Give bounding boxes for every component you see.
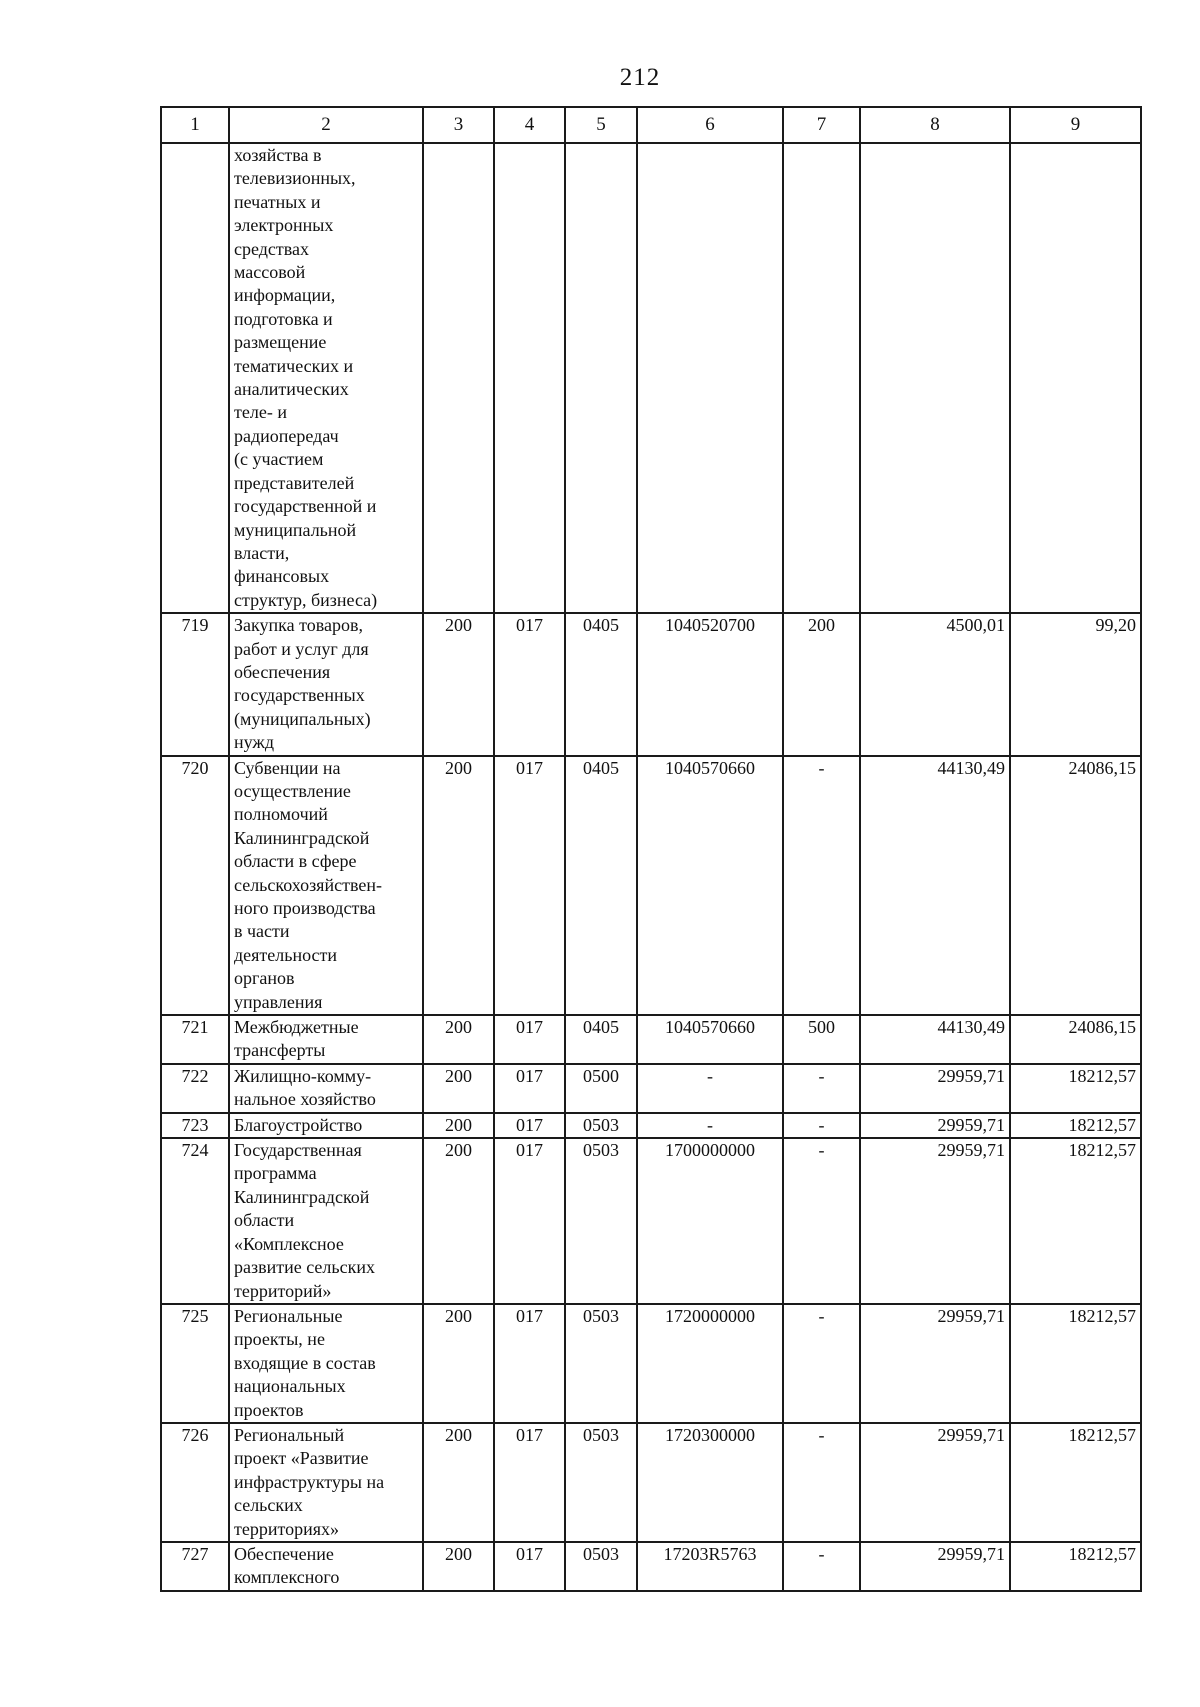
cell-col5: 0500 [565, 1064, 637, 1113]
cell-col5: 0503 [565, 1138, 637, 1304]
cell-col3: 200 [423, 1113, 494, 1138]
cell-col8: 29959,71 [860, 1542, 1010, 1591]
table-row [161, 143, 1141, 613]
cell-col6: 1040570660 [637, 756, 783, 1015]
cell-col4: 017 [494, 1138, 565, 1304]
row-number: 726 [161, 1423, 229, 1542]
cell-col5: 0503 [565, 1113, 637, 1138]
row-number: 723 [161, 1113, 229, 1138]
table-row [161, 1542, 1141, 1591]
cell-col3: 200 [423, 1015, 494, 1064]
cell-col6: - [637, 1064, 783, 1113]
cell-col8: 44130,49 [860, 1015, 1010, 1064]
row-number: 719 [161, 613, 229, 755]
cell-col6: 1040570660 [637, 1015, 783, 1064]
column-header: 6 [637, 107, 783, 143]
cell-col3: 200 [423, 1138, 494, 1304]
cell-col9: 24086,15 [1010, 1015, 1141, 1064]
cell-col7: - [783, 1064, 860, 1113]
budget-table [160, 106, 1142, 1592]
cell-col9: 18212,57 [1010, 1113, 1141, 1138]
cell-col9: 18212,57 [1010, 1064, 1141, 1113]
row-name: хозяйства в телевизионных, печатных и электронных средствах массовой информации, подготовка и размещение тематических и аналитических теле- и радиопередач (с участием представителей государственной и муниципальной власти, финансовых структур, бизнеса) [229, 143, 423, 613]
table-row [161, 1113, 1141, 1138]
cell-col6: 1720300000 [637, 1423, 783, 1542]
table-row [161, 1304, 1141, 1423]
cell-col8 [860, 143, 1010, 613]
row-name: Государственная программа Калининградской области «Комплексное развитие сельских территорий» [229, 1138, 423, 1304]
cell-col7: - [783, 1423, 860, 1542]
cell-col5: 0503 [565, 1542, 637, 1591]
cell-col3: 200 [423, 1304, 494, 1423]
table-row [161, 1064, 1141, 1113]
cell-col4: 017 [494, 1015, 565, 1064]
cell-col5: 0503 [565, 1304, 637, 1423]
row-number: 724 [161, 1138, 229, 1304]
cell-col3 [423, 143, 494, 613]
row-number: 720 [161, 756, 229, 1015]
table-row [161, 613, 1141, 755]
cell-col4: 017 [494, 613, 565, 755]
row-number: 725 [161, 1304, 229, 1423]
row-name: Межбюджетные трансферты [229, 1015, 423, 1064]
cell-col7: - [783, 1542, 860, 1591]
cell-col7: - [783, 756, 860, 1015]
cell-col4: 017 [494, 1304, 565, 1423]
table-row [161, 1015, 1141, 1064]
column-header: 5 [565, 107, 637, 143]
cell-col6: - [637, 1113, 783, 1138]
row-name: Закупка товаров, работ и услуг для обеспечения государственных (муниципальных) нужд [229, 613, 423, 755]
cell-col5: 0503 [565, 1423, 637, 1542]
cell-col7: 200 [783, 613, 860, 755]
row-number [161, 143, 229, 613]
row-name: Благоустройство [229, 1113, 423, 1138]
column-header: 7 [783, 107, 860, 143]
row-number: 727 [161, 1542, 229, 1591]
cell-col9: 18212,57 [1010, 1138, 1141, 1304]
cell-col3: 200 [423, 613, 494, 755]
column-header: 2 [229, 107, 423, 143]
cell-col6: 1700000000 [637, 1138, 783, 1304]
cell-col6: 1720000000 [637, 1304, 783, 1423]
column-header: 9 [1010, 107, 1141, 143]
cell-col8: 44130,49 [860, 756, 1010, 1015]
cell-col8: 29959,71 [860, 1064, 1010, 1113]
cell-col6: 1040520700 [637, 613, 783, 755]
cell-col4: 017 [494, 1113, 565, 1138]
cell-col7: - [783, 1113, 860, 1138]
cell-col3: 200 [423, 1542, 494, 1591]
cell-col3: 200 [423, 1423, 494, 1542]
page-number: 212 [619, 64, 661, 91]
cell-col7: - [783, 1138, 860, 1304]
row-number: 722 [161, 1064, 229, 1113]
table-row [161, 1423, 1141, 1542]
cell-col6 [637, 143, 783, 613]
cell-col3: 200 [423, 1064, 494, 1113]
cell-col6: 17203R5763 [637, 1542, 783, 1591]
cell-col8: 29959,71 [860, 1423, 1010, 1542]
cell-col4 [494, 143, 565, 613]
column-header: 4 [494, 107, 565, 143]
table-row [161, 756, 1141, 1015]
table-row [161, 1138, 1141, 1304]
row-name: Субвенции на осуществление полномочий Калининградской области в сфере сельскохозяйствен- ного производства в части деятельности органов управления [229, 756, 423, 1015]
cell-col8: 29959,71 [860, 1113, 1010, 1138]
cell-col9: 18212,57 [1010, 1542, 1141, 1591]
cell-col8: 29959,71 [860, 1304, 1010, 1423]
cell-col4: 017 [494, 756, 565, 1015]
cell-col5: 0405 [565, 613, 637, 755]
cell-col5: 0405 [565, 1015, 637, 1064]
row-number: 721 [161, 1015, 229, 1064]
cell-col4: 017 [494, 1423, 565, 1542]
cell-col9 [1010, 143, 1141, 613]
row-name: Региональные проекты, не входящие в состав национальных проектов [229, 1304, 423, 1423]
cell-col7: - [783, 1304, 860, 1423]
cell-col4: 017 [494, 1064, 565, 1113]
cell-col9: 18212,57 [1010, 1304, 1141, 1423]
row-name: Жилищно-комму- нальное хозяйство [229, 1064, 423, 1113]
cell-col9: 18212,57 [1010, 1423, 1141, 1542]
cell-col9: 99,20 [1010, 613, 1141, 755]
table-header-row [161, 107, 1141, 143]
cell-col4: 017 [494, 1542, 565, 1591]
row-name: Обеспечение комплексного [229, 1542, 423, 1591]
cell-col7 [783, 143, 860, 613]
cell-col3: 200 [423, 756, 494, 1015]
cell-col7: 500 [783, 1015, 860, 1064]
cell-col9: 24086,15 [1010, 756, 1141, 1015]
column-header: 3 [423, 107, 494, 143]
cell-col5 [565, 143, 637, 613]
cell-col8: 29959,71 [860, 1138, 1010, 1304]
cell-col5: 0405 [565, 756, 637, 1015]
cell-col8: 4500,01 [860, 613, 1010, 755]
column-header: 1 [161, 107, 229, 143]
column-header: 8 [860, 107, 1010, 143]
row-name: Региональный проект «Развитие инфраструктуры на сельских территориях» [229, 1423, 423, 1542]
